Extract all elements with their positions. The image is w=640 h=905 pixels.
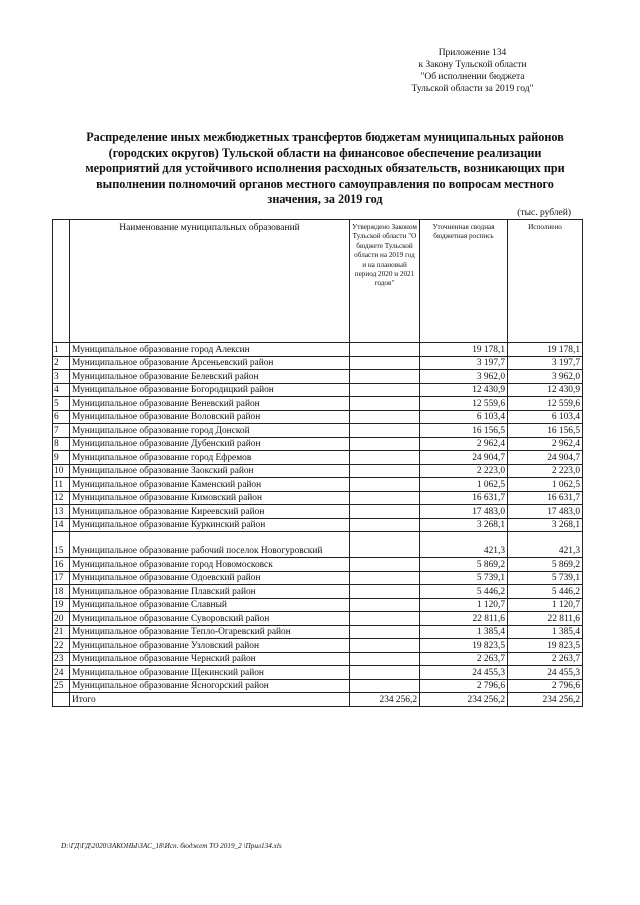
- row-approved: [350, 383, 420, 397]
- row-refined: 16 156,5: [420, 424, 508, 438]
- table-header-row: [53, 220, 583, 343]
- row-executed: 1 385,4: [508, 625, 583, 639]
- table-row: [53, 464, 583, 478]
- row-executed: 5 869,2: [508, 558, 583, 572]
- row-refined: 3 268,1: [420, 518, 508, 532]
- row-executed: 6 103,4: [508, 410, 583, 424]
- table-row: [53, 478, 583, 492]
- row-refined: 17 483,0: [420, 505, 508, 519]
- row-name: Муниципальное образование город Новомосковск: [70, 558, 350, 572]
- row-executed: 12 430,9: [508, 383, 583, 397]
- appendix-line-3: "Об исполнении бюджета: [420, 72, 525, 82]
- row-approved: [350, 679, 420, 693]
- row-name: Муниципальное образование Плавский район: [70, 585, 350, 599]
- row-executed: 19 178,1: [508, 343, 583, 357]
- row-index: 11: [53, 478, 70, 492]
- row-approved: [350, 666, 420, 680]
- row-name: Муниципальное образование Одоевский район: [70, 571, 350, 585]
- row-executed: 24 904,7: [508, 451, 583, 465]
- table-row: [53, 518, 583, 532]
- row-index: 19: [53, 598, 70, 612]
- header-index: [53, 220, 70, 343]
- row-index: 14: [53, 518, 70, 532]
- row-index: 4: [53, 383, 70, 397]
- table-row: [53, 625, 583, 639]
- row-name: Муниципальное образование город Ефремов: [70, 451, 350, 465]
- row-name: Муниципальное образование Заокский район: [70, 464, 350, 478]
- total-executed: 234 256,2: [508, 693, 583, 707]
- row-approved: [350, 437, 420, 451]
- row-refined: 2 263,7: [420, 652, 508, 666]
- row-approved: [350, 370, 420, 384]
- row-approved: [350, 585, 420, 599]
- row-approved: [350, 652, 420, 666]
- table-row: [53, 491, 583, 505]
- row-name: Муниципальное образование Суворовский район: [70, 612, 350, 626]
- row-refined: 5 869,2: [420, 558, 508, 572]
- row-index: 1: [53, 343, 70, 357]
- row-index: 25: [53, 679, 70, 693]
- row-refined: 24 455,3: [420, 666, 508, 680]
- row-refined: 19 178,1: [420, 343, 508, 357]
- row-approved: [350, 639, 420, 653]
- row-executed: 5 446,2: [508, 585, 583, 599]
- table-row: [53, 343, 583, 357]
- row-index: 24: [53, 666, 70, 680]
- row-executed: 3 962,0: [508, 370, 583, 384]
- row-executed: 12 559,6: [508, 397, 583, 411]
- total-index: [53, 693, 70, 707]
- row-refined: 3 197,7: [420, 356, 508, 370]
- table-row: [53, 666, 583, 680]
- row-refined: 5 739,1: [420, 571, 508, 585]
- title-line-1: Распределение иных межбюджетных трансфертов бюджетам муниципальных районов: [86, 130, 564, 144]
- row-executed: 3 268,1: [508, 518, 583, 532]
- row-refined: 421,3: [420, 532, 508, 558]
- row-refined: 12 430,9: [420, 383, 508, 397]
- appendix-line-4: Тульской области за 2019 год": [411, 84, 534, 94]
- row-name: Муниципальное образование Чернский район: [70, 652, 350, 666]
- row-index: 12: [53, 491, 70, 505]
- total-refined: 234 256,2: [420, 693, 508, 707]
- row-name: Муниципальное образование Щекинский район: [70, 666, 350, 680]
- row-approved: [350, 410, 420, 424]
- header-executed: Исполнено: [508, 220, 583, 343]
- row-approved: [350, 451, 420, 465]
- row-executed: 5 739,1: [508, 571, 583, 585]
- row-approved: [350, 505, 420, 519]
- table-row: [53, 612, 583, 626]
- row-approved: [350, 356, 420, 370]
- table-row: [53, 451, 583, 465]
- table-row: [53, 370, 583, 384]
- units-label: (тыс. рублей): [517, 208, 571, 218]
- row-name: Муниципальное образование город Донской: [70, 424, 350, 438]
- total-approved: 234 256,2: [350, 693, 420, 707]
- row-index: 3: [53, 370, 70, 384]
- total-label: Итого: [70, 693, 350, 707]
- row-executed: 1 120,7: [508, 598, 583, 612]
- row-index: 17: [53, 571, 70, 585]
- row-executed: 2 962,4: [508, 437, 583, 451]
- table-row: [53, 410, 583, 424]
- table-row: [53, 571, 583, 585]
- row-refined: 2 796,6: [420, 679, 508, 693]
- row-refined: 6 103,4: [420, 410, 508, 424]
- row-executed: 16 631,7: [508, 491, 583, 505]
- row-index: 7: [53, 424, 70, 438]
- table-row: [53, 532, 583, 558]
- row-approved: [350, 532, 420, 558]
- title-line-4: выполнении полномочий органов местного самоуправления по вопросам местного: [96, 176, 554, 191]
- row-executed: 2 796,6: [508, 679, 583, 693]
- row-approved: [350, 464, 420, 478]
- row-name: Муниципальное образование Каменский район: [70, 478, 350, 492]
- table-row: [53, 383, 583, 397]
- table-row: [53, 679, 583, 693]
- table-row: [53, 356, 583, 370]
- row-approved: [350, 343, 420, 357]
- row-approved: [350, 598, 420, 612]
- table-row: [53, 397, 583, 411]
- row-refined: 19 823,5: [420, 639, 508, 653]
- appendix-line-2: к Закону Тульской области: [418, 60, 527, 70]
- appendix-header: [380, 47, 565, 95]
- row-refined: 1 062,5: [420, 478, 508, 492]
- title-line-5: значения, за 2019 год: [267, 192, 383, 206]
- row-index: 22: [53, 639, 70, 653]
- row-executed: 2 223,0: [508, 464, 583, 478]
- row-index: 16: [53, 558, 70, 572]
- file-path-footer: D:\ГД\ГД\2020\ЗАКОНЫ\ЗАС_18\Исп. бюджет ТО 2019_2 \Прил134.xls: [61, 842, 282, 850]
- row-name: Муниципальное образование Кимовский район: [70, 491, 350, 505]
- row-approved: [350, 397, 420, 411]
- appendix-line-1: Приложение 134: [438, 48, 507, 58]
- document-title: [60, 130, 590, 208]
- row-name: Муниципальное образование рабочий поселок Новогуровский: [70, 532, 350, 558]
- row-name: Муниципальное образование Богородицкий район: [70, 383, 350, 397]
- row-index: 5: [53, 397, 70, 411]
- table-row: [53, 598, 583, 612]
- row-refined: 1 385,4: [420, 625, 508, 639]
- row-refined: 12 559,6: [420, 397, 508, 411]
- row-index: 23: [53, 652, 70, 666]
- row-name: Муниципальное образование Узловский район: [70, 639, 350, 653]
- row-refined: 22 811,6: [420, 612, 508, 626]
- title-line-2: (городских округов) Тульской области на финансовое обеспечение реализации: [108, 145, 542, 160]
- row-executed: 2 263,7: [508, 652, 583, 666]
- row-name: Муниципальное образование Куркинский район: [70, 518, 350, 532]
- header-name: Наименование муниципальных образований: [70, 220, 350, 343]
- row-index: 21: [53, 625, 70, 639]
- table-row: [53, 558, 583, 572]
- row-index: 13: [53, 505, 70, 519]
- row-name: Муниципальное образование Киреевский район: [70, 505, 350, 519]
- row-name: Муниципальное образование Арсеньевский район: [70, 356, 350, 370]
- row-refined: 3 962,0: [420, 370, 508, 384]
- row-approved: [350, 424, 420, 438]
- row-approved: [350, 518, 420, 532]
- row-refined: 5 446,2: [420, 585, 508, 599]
- table-row: [53, 424, 583, 438]
- row-index: 9: [53, 451, 70, 465]
- row-approved: [350, 478, 420, 492]
- table-row: [53, 652, 583, 666]
- row-executed: 16 156,5: [508, 424, 583, 438]
- row-refined: 1 120,7: [420, 598, 508, 612]
- title-line-3: мероприятий для устойчивого исполнения расходных обязательств, возникающих при: [85, 161, 565, 175]
- row-refined: 2 223,0: [420, 464, 508, 478]
- row-executed: 19 823,5: [508, 639, 583, 653]
- row-name: Муниципальное образование город Алексин: [70, 343, 350, 357]
- row-name: Муниципальное образование Славный: [70, 598, 350, 612]
- row-name: Муниципальное образование Веневский район: [70, 397, 350, 411]
- row-index: 10: [53, 464, 70, 478]
- header-approved: Утверждено Законом Тульской области "О бюджете Тульской области на 2019 год и на плановый период 2020 и 2021 годов": [350, 220, 420, 343]
- table-row: [53, 639, 583, 653]
- row-refined: 2 962,4: [420, 437, 508, 451]
- table-row: [53, 585, 583, 599]
- row-index: 20: [53, 612, 70, 626]
- row-name: Муниципальное образование Тепло-Огаревский район: [70, 625, 350, 639]
- row-refined: 16 631,7: [420, 491, 508, 505]
- row-name: Муниципальное образование Белевский район: [70, 370, 350, 384]
- row-approved: [350, 625, 420, 639]
- transfers-table: [52, 219, 583, 707]
- row-index: 18: [53, 585, 70, 599]
- table-total-row: [53, 693, 583, 707]
- row-name: Муниципальное образование Дубенский район: [70, 437, 350, 451]
- row-approved: [350, 491, 420, 505]
- row-refined: 24 904,7: [420, 451, 508, 465]
- row-name: Муниципальное образование Ясногорский район: [70, 679, 350, 693]
- table-body: [53, 343, 583, 707]
- row-approved: [350, 571, 420, 585]
- row-executed: 22 811,6: [508, 612, 583, 626]
- row-index: 2: [53, 356, 70, 370]
- row-approved: [350, 612, 420, 626]
- row-executed: 1 062,5: [508, 478, 583, 492]
- row-name: Муниципальное образование Воловский район: [70, 410, 350, 424]
- table-row: [53, 505, 583, 519]
- row-executed: 24 455,3: [508, 666, 583, 680]
- row-executed: 17 483,0: [508, 505, 583, 519]
- row-index: 6: [53, 410, 70, 424]
- table-row: [53, 437, 583, 451]
- row-index: 8: [53, 437, 70, 451]
- row-executed: 421,3: [508, 532, 583, 558]
- header-refined: Уточненная сводная бюджетная роспись: [420, 220, 508, 343]
- row-approved: [350, 558, 420, 572]
- row-executed: 3 197,7: [508, 356, 583, 370]
- row-index: 15: [53, 532, 70, 558]
